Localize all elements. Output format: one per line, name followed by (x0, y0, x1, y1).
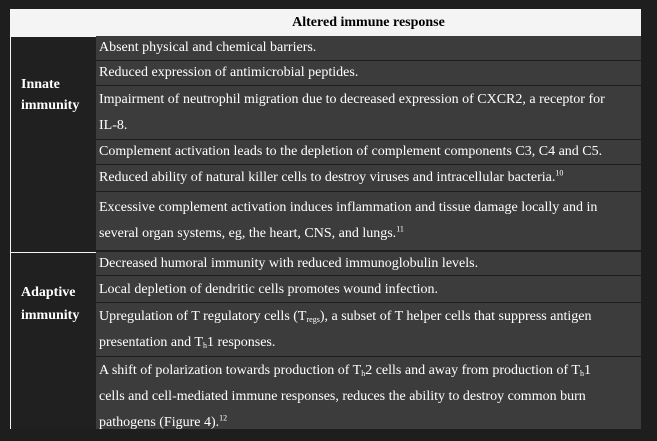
row-text: Local depletion of dendritic cells promotes wound infection. (99, 282, 439, 297)
adaptive-label-line1: Adaptive (21, 285, 76, 300)
adaptive-label-line2: immunity (21, 308, 80, 323)
row-text-b: 2 cells and away from production of T (365, 363, 580, 378)
table-row (96, 86, 641, 140)
row-text: Reduced expression of antimicrobial peptides. (99, 65, 359, 80)
innate-label-line2: immunity (21, 98, 80, 113)
subscript-h: h (202, 341, 207, 350)
subscript-h: h (361, 369, 366, 378)
ref-superscript: 12 (219, 413, 228, 423)
row-text-a: Upregulation of T regulatory cells (T (99, 309, 307, 324)
row-text-line2: cells and cell-mediated immune responses, reduces the ability to destroy common burn (99, 389, 586, 404)
header-title: Altered immune response (292, 15, 445, 30)
subscript-h: h (579, 369, 584, 378)
row-text-c: 1 (583, 363, 591, 378)
row-text-a: A shift of polarization towards production of T (99, 363, 362, 378)
adaptive-section (10, 252, 641, 429)
table-header (10, 9, 641, 36)
row-text-line2: several organ systems, eg, the heart, CNS, and lungs. (99, 226, 397, 241)
row-text-b: ), a subset of T helper cells that suppress antigen (319, 309, 592, 324)
table-row (96, 303, 641, 357)
row-text-c: presentation and T (99, 335, 203, 350)
row-text: Complement activation leads to the depletion of complement components C3, C4 and C5. (99, 144, 603, 159)
innate-label-line1: Innate (21, 77, 60, 92)
innate-side-cell (10, 36, 96, 252)
table-row (96, 140, 641, 165)
table-row (96, 192, 641, 251)
row-text: Absent physical and chemical barriers. (99, 40, 317, 55)
row-text: Reduced ability of natural killer cells to destroy viruses and intracellular bacteria. (99, 170, 556, 185)
row-text-d: 1 responses. (206, 335, 276, 350)
row-text-line1: Excessive complement activation induces inflammation and tissue damage locally and in (99, 200, 598, 215)
row-text-line1: Impairment of neutrophil migration due to decreased expression of CXCR2, a receptor for (99, 92, 605, 107)
ref-superscript: 11 (396, 224, 404, 234)
row-text: Decreased humoral immunity with reduced immunoglobulin levels. (99, 256, 479, 271)
row-text-line2: IL-8. (99, 118, 128, 133)
table-row (96, 357, 641, 429)
table-row (96, 36, 641, 61)
row-text-line3: pathogens (Figure 4). (99, 415, 220, 430)
innate-section (10, 36, 641, 252)
table-row (96, 276, 641, 303)
subscript-regs: regs (306, 315, 320, 324)
immune-response-table (10, 9, 641, 429)
adaptive-side-cell (10, 252, 96, 429)
table-row (96, 61, 641, 86)
ref-superscript: 10 (555, 168, 564, 178)
table-row (96, 252, 641, 276)
table-row (96, 165, 641, 192)
